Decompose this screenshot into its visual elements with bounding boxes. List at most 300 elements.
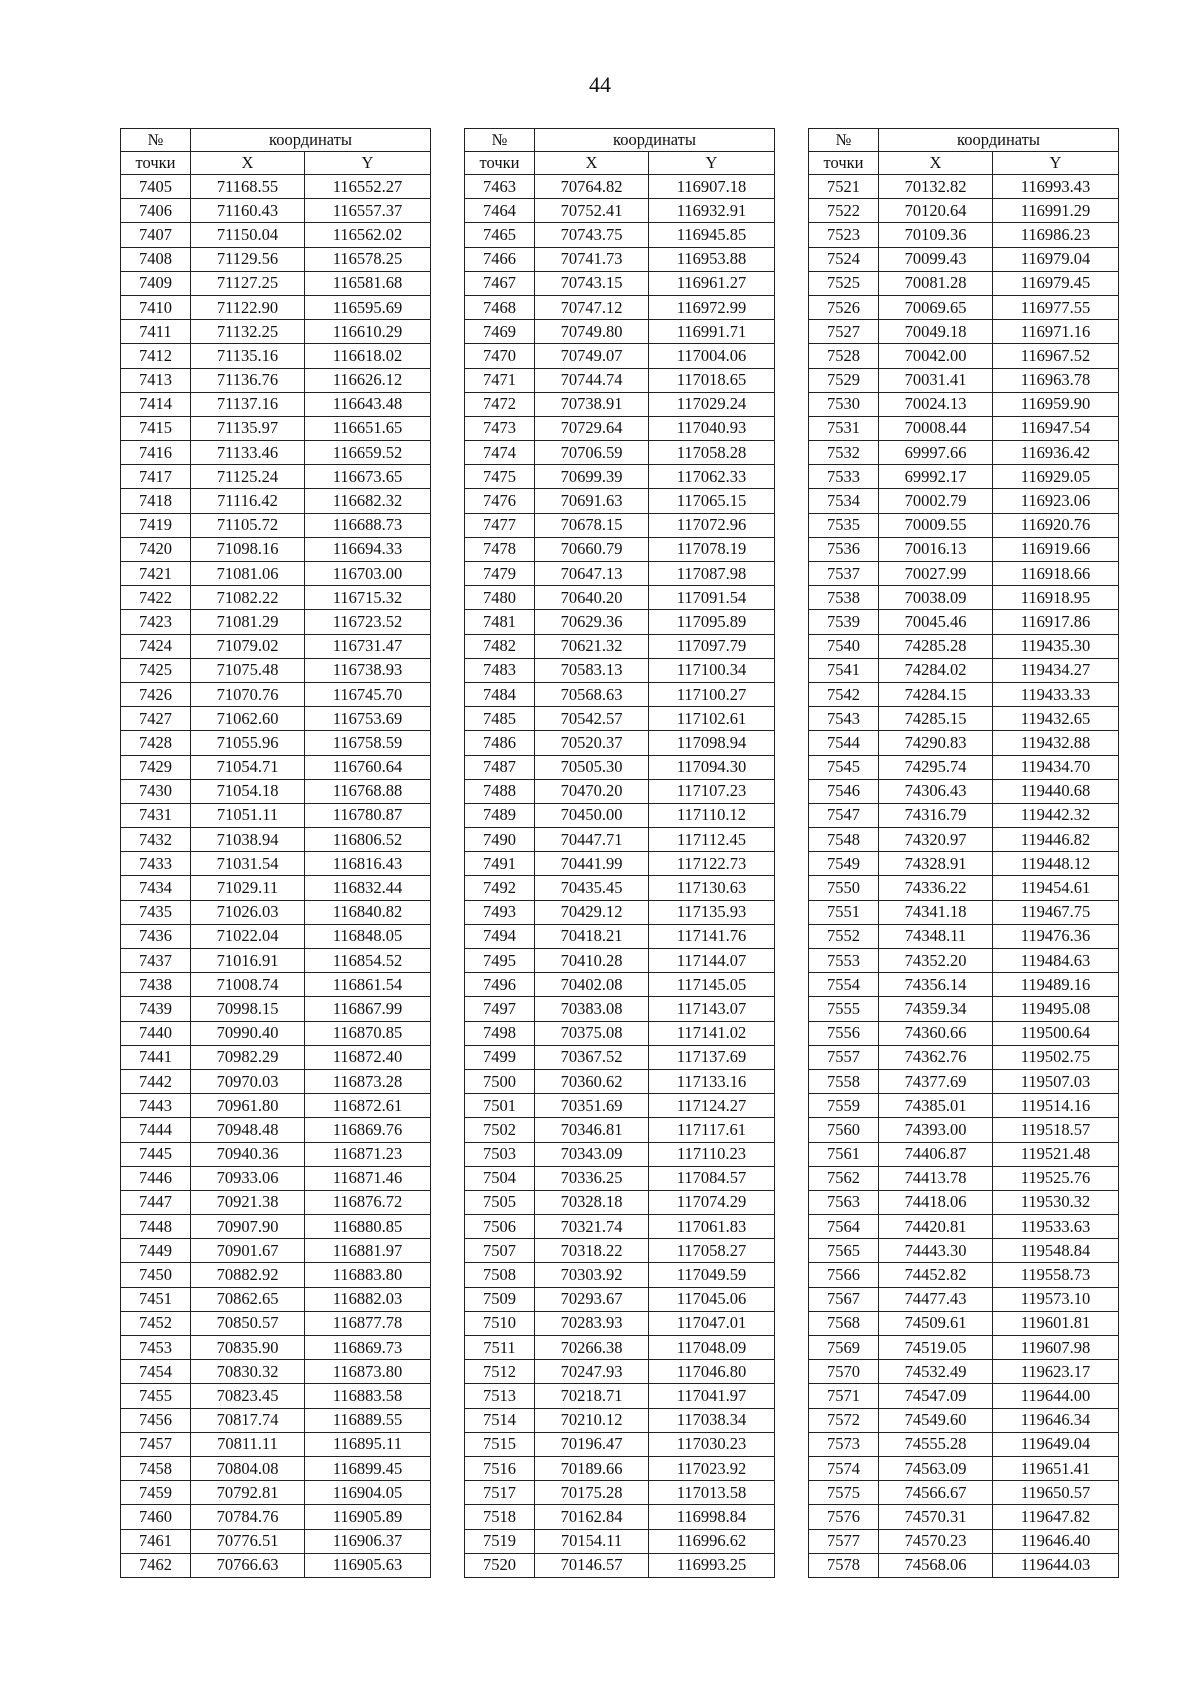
y-coordinate-cell: 119647.82: [993, 1505, 1119, 1529]
table-row: [465, 658, 775, 682]
x-coordinate-cell: 74377.69: [879, 1069, 993, 1093]
table-row: [121, 1094, 431, 1118]
table-row: [809, 199, 1119, 223]
x-coordinate-cell: 70049.18: [879, 320, 993, 344]
table-row: [121, 489, 431, 513]
y-coordinate-cell: 117145.05: [649, 973, 775, 997]
y-coordinate-cell: 116876.72: [305, 1190, 431, 1214]
y-coordinate-cell: 119489.16: [993, 973, 1119, 997]
point-number-cell: 7493: [465, 900, 535, 924]
y-coordinate-cell: 116993.43: [993, 175, 1119, 199]
table-row: [465, 489, 775, 513]
point-number-cell: 7428: [121, 731, 191, 755]
x-coordinate-cell: 70752.41: [535, 199, 649, 223]
point-number-cell: 7539: [809, 610, 879, 634]
point-number-cell: 7483: [465, 658, 535, 682]
x-coordinate-cell: 70678.15: [535, 513, 649, 537]
table-row: [809, 1360, 1119, 1384]
point-number-cell: 7445: [121, 1142, 191, 1166]
y-coordinate-cell: 116723.52: [305, 610, 431, 634]
x-coordinate-cell: 70016.13: [879, 537, 993, 561]
y-coordinate-cell: 117110.23: [649, 1142, 775, 1166]
y-coordinate-cell: 119442.32: [993, 803, 1119, 827]
table-row: [121, 1118, 431, 1142]
x-coordinate-cell: 74547.09: [879, 1384, 993, 1408]
point-number-cell: 7561: [809, 1142, 879, 1166]
point-number-cell: 7423: [121, 610, 191, 634]
table-row: [121, 803, 431, 827]
y-coordinate-cell: 119644.00: [993, 1384, 1119, 1408]
point-number-cell: 7429: [121, 755, 191, 779]
table-row: [465, 586, 775, 610]
table-row: [465, 1094, 775, 1118]
table-row: [121, 610, 431, 634]
x-coordinate-cell: 74285.28: [879, 634, 993, 658]
point-number-cell: 7439: [121, 997, 191, 1021]
table-row: [121, 1311, 431, 1335]
point-number-cell: 7560: [809, 1118, 879, 1142]
x-coordinate-cell: 74320.97: [879, 828, 993, 852]
y-coordinate-cell: 116552.27: [305, 175, 431, 199]
x-coordinate-cell: 70336.25: [535, 1166, 649, 1190]
x-coordinate-cell: 74328.91: [879, 852, 993, 876]
y-coordinate-cell: 117072.96: [649, 513, 775, 537]
x-coordinate-cell: 71026.03: [191, 900, 305, 924]
y-coordinate-cell: 119440.68: [993, 779, 1119, 803]
y-coordinate-cell: 119533.63: [993, 1215, 1119, 1239]
y-coordinate-cell: 116905.89: [305, 1505, 431, 1529]
point-number-cell: 7449: [121, 1239, 191, 1263]
point-number-cell: 7500: [465, 1069, 535, 1093]
table-row: [465, 392, 775, 416]
x-coordinate-cell: 70218.71: [535, 1384, 649, 1408]
table-row: [121, 392, 431, 416]
table-row: [465, 1432, 775, 1456]
point-number-cell: 7533: [809, 465, 879, 489]
table-row: [809, 489, 1119, 513]
x-header: X: [535, 152, 649, 175]
x-coordinate-cell: 69997.66: [879, 441, 993, 465]
x-coordinate-cell: 70583.13: [535, 658, 649, 682]
table-row: [809, 416, 1119, 440]
point-number-cell: 7453: [121, 1336, 191, 1360]
table-row: [121, 465, 431, 489]
point-number-cell: 7509: [465, 1287, 535, 1311]
table-row: [809, 1215, 1119, 1239]
y-coordinate-cell: 116643.48: [305, 392, 431, 416]
x-coordinate-cell: 70804.08: [191, 1456, 305, 1480]
x-coordinate-cell: 70970.03: [191, 1069, 305, 1093]
x-coordinate-cell: 70940.36: [191, 1142, 305, 1166]
x-header: X: [191, 152, 305, 175]
y-coordinate-cell: 116947.54: [993, 416, 1119, 440]
y-coordinate-cell: 119476.36: [993, 924, 1119, 948]
y-coordinate-cell: 116979.45: [993, 271, 1119, 295]
y-coordinate-cell: 119530.32: [993, 1190, 1119, 1214]
table-row: [809, 1529, 1119, 1553]
table-row: [809, 537, 1119, 561]
x-coordinate-cell: 74285.15: [879, 707, 993, 731]
point-number-cell: 7407: [121, 223, 191, 247]
x-coordinate-cell: 70784.76: [191, 1505, 305, 1529]
point-number-cell: 7518: [465, 1505, 535, 1529]
table-row: [121, 852, 431, 876]
x-coordinate-cell: 70196.47: [535, 1432, 649, 1456]
table-row: [121, 223, 431, 247]
x-coordinate-cell: 74477.43: [879, 1287, 993, 1311]
point-number-cell: 7438: [121, 973, 191, 997]
y-coordinate-cell: 117065.15: [649, 489, 775, 513]
x-coordinate-cell: 70747.12: [535, 295, 649, 319]
y-coordinate-cell: 119548.84: [993, 1239, 1119, 1263]
y-coordinate-cell: 116688.73: [305, 513, 431, 537]
y-coordinate-cell: 117122.73: [649, 852, 775, 876]
y-coordinate-cell: 117098.94: [649, 731, 775, 755]
x-coordinate-cell: 71081.29: [191, 610, 305, 634]
point-number-cell: 7427: [121, 707, 191, 731]
point-number-cell: 7504: [465, 1166, 535, 1190]
point-number-cell: 7535: [809, 513, 879, 537]
y-coordinate-cell: 117029.24: [649, 392, 775, 416]
table-row: [809, 1263, 1119, 1287]
table-row: [465, 924, 775, 948]
x-coordinate-cell: 74356.14: [879, 973, 993, 997]
table-row: [809, 900, 1119, 924]
point-number-cell: 7454: [121, 1360, 191, 1384]
table-row: [121, 1529, 431, 1553]
y-coordinate-cell: 119514.16: [993, 1094, 1119, 1118]
y-coordinate-cell: 117133.16: [649, 1069, 775, 1093]
x-coordinate-cell: 71051.11: [191, 803, 305, 827]
point-number-cell: 7530: [809, 392, 879, 416]
coordinates-table-2: [464, 128, 775, 1578]
table-row: [465, 513, 775, 537]
point-number-cell: 7470: [465, 344, 535, 368]
x-coordinate-cell: 70175.28: [535, 1481, 649, 1505]
point-number-cell: 7488: [465, 779, 535, 803]
x-coordinate-cell: 71122.90: [191, 295, 305, 319]
point-number-cell: 7473: [465, 416, 535, 440]
y-coordinate-cell: 116870.85: [305, 1021, 431, 1045]
x-coordinate-cell: 70792.81: [191, 1481, 305, 1505]
y-coordinate-cell: 116659.52: [305, 441, 431, 465]
point-number-cell: 7562: [809, 1166, 879, 1190]
x-coordinate-cell: 70766.63: [191, 1553, 305, 1577]
x-coordinate-cell: 70830.32: [191, 1360, 305, 1384]
x-coordinate-cell: 70008.44: [879, 416, 993, 440]
x-coordinate-cell: 74359.34: [879, 997, 993, 1021]
y-coordinate-cell: 117135.93: [649, 900, 775, 924]
point-number-cell: 7526: [809, 295, 879, 319]
y-coordinate-cell: 119525.76: [993, 1166, 1119, 1190]
point-number-cell: 7510: [465, 1311, 535, 1335]
point-number-cell: 7547: [809, 803, 879, 827]
point-number-cell: 7513: [465, 1384, 535, 1408]
point-number-cell: 7563: [809, 1190, 879, 1214]
x-coordinate-cell: 70776.51: [191, 1529, 305, 1553]
point-number-cell: 7494: [465, 924, 535, 948]
x-coordinate-cell: 70447.71: [535, 828, 649, 852]
y-coordinate-cell: 117049.59: [649, 1263, 775, 1287]
table-row: [809, 1142, 1119, 1166]
table-row: [809, 1069, 1119, 1093]
table-row: [121, 199, 431, 223]
table-row: [121, 1239, 431, 1263]
y-coordinate-cell: 119644.03: [993, 1553, 1119, 1577]
point-number-cell: 7419: [121, 513, 191, 537]
point-number-cell: 7484: [465, 682, 535, 706]
point-number-cell: 7551: [809, 900, 879, 924]
y-coordinate-cell: 117061.83: [649, 1215, 775, 1239]
point-number-cell: 7475: [465, 465, 535, 489]
point-number-cell: 7567: [809, 1287, 879, 1311]
y-coordinate-cell: 117100.27: [649, 682, 775, 706]
y-coordinate-cell: 117137.69: [649, 1045, 775, 1069]
table-row: [809, 1432, 1119, 1456]
point-number-cell: 7411: [121, 320, 191, 344]
table-row: [809, 1456, 1119, 1480]
point-number-cell: 7502: [465, 1118, 535, 1142]
table-row: [465, 852, 775, 876]
point-number-cell: 7417: [121, 465, 191, 489]
point-number-cell: 7480: [465, 586, 535, 610]
y-coordinate-cell: 116905.63: [305, 1553, 431, 1577]
point-number-cell: 7555: [809, 997, 879, 1021]
y-coordinate-cell: 116883.58: [305, 1384, 431, 1408]
x-coordinate-cell: 71062.60: [191, 707, 305, 731]
point-number-cell: 7506: [465, 1215, 535, 1239]
x-coordinate-cell: 70367.52: [535, 1045, 649, 1069]
point-number-cell: 7474: [465, 441, 535, 465]
y-coordinate-cell: 116869.73: [305, 1336, 431, 1360]
y-coordinate-cell: 119467.75: [993, 900, 1119, 924]
y-coordinate-cell: 116854.52: [305, 949, 431, 973]
y-coordinate-cell: 116816.43: [305, 852, 431, 876]
point-number-cell: 7464: [465, 199, 535, 223]
table-row: [121, 1336, 431, 1360]
point-number-cell: 7446: [121, 1166, 191, 1190]
y-coordinate-cell: 116967.52: [993, 344, 1119, 368]
y-coordinate-cell: 117038.34: [649, 1408, 775, 1432]
x-coordinate-cell: 70109.36: [879, 223, 993, 247]
point-number-cell: 7442: [121, 1069, 191, 1093]
point-number-cell: 7573: [809, 1432, 879, 1456]
table-row: [465, 1118, 775, 1142]
y-coordinate-cell: 116993.25: [649, 1553, 775, 1577]
table-row: [809, 1384, 1119, 1408]
point-number-cell: 7523: [809, 223, 879, 247]
table-row: [809, 924, 1119, 948]
y-coordinate-cell: 116923.06: [993, 489, 1119, 513]
table-row: [121, 731, 431, 755]
page-number: 44: [589, 72, 611, 97]
table-row: [809, 1021, 1119, 1045]
table-row: [465, 1336, 775, 1360]
x-coordinate-cell: 71135.97: [191, 416, 305, 440]
y-coordinate-cell: 117141.76: [649, 924, 775, 948]
y-coordinate-cell: 116745.70: [305, 682, 431, 706]
point-number-cell: 7462: [121, 1553, 191, 1577]
point-number-header: №: [121, 129, 191, 152]
y-coordinate-cell: 116738.93: [305, 658, 431, 682]
x-coordinate-cell: 71098.16: [191, 537, 305, 561]
table-row: [809, 997, 1119, 1021]
y-coordinate-cell: 116871.46: [305, 1166, 431, 1190]
table-row: [121, 1432, 431, 1456]
point-number-cell: 7521: [809, 175, 879, 199]
x-coordinate-cell: 70429.12: [535, 900, 649, 924]
table-row: [465, 1481, 775, 1505]
y-coordinate-cell: 116929.05: [993, 465, 1119, 489]
table-row: [465, 1505, 775, 1529]
table-row: [465, 634, 775, 658]
point-number-cell: 7463: [465, 175, 535, 199]
y-coordinate-cell: 116694.33: [305, 537, 431, 561]
point-label-header: точки: [121, 152, 191, 175]
x-coordinate-cell: 74563.09: [879, 1456, 993, 1480]
y-coordinate-cell: 116703.00: [305, 562, 431, 586]
point-number-cell: 7556: [809, 1021, 879, 1045]
point-label-header: точки: [809, 152, 879, 175]
table-row: [121, 1481, 431, 1505]
table-row: [465, 610, 775, 634]
table-row: [121, 876, 431, 900]
table-row: [465, 175, 775, 199]
x-coordinate-cell: 70749.07: [535, 344, 649, 368]
point-number-cell: 7455: [121, 1384, 191, 1408]
x-coordinate-cell: 69992.17: [879, 465, 993, 489]
y-coordinate-cell: 116906.37: [305, 1529, 431, 1553]
x-coordinate-cell: 70907.90: [191, 1215, 305, 1239]
table-row: [465, 1360, 775, 1384]
coordinates-table-3: [808, 128, 1119, 1578]
point-number-cell: 7569: [809, 1336, 879, 1360]
point-number-cell: 7528: [809, 344, 879, 368]
table-row: [465, 1553, 775, 1577]
y-coordinate-cell: 116907.18: [649, 175, 775, 199]
x-coordinate-cell: 70749.80: [535, 320, 649, 344]
y-coordinate-cell: 119650.57: [993, 1481, 1119, 1505]
table-row: [121, 586, 431, 610]
x-coordinate-cell: 70120.64: [879, 199, 993, 223]
table-row: [465, 755, 775, 779]
table-row: [465, 973, 775, 997]
point-number-cell: 7460: [121, 1505, 191, 1529]
table-row: [465, 320, 775, 344]
table-row: [121, 1045, 431, 1069]
table-row: [465, 803, 775, 827]
x-coordinate-cell: 71116.42: [191, 489, 305, 513]
point-number-cell: 7498: [465, 1021, 535, 1045]
x-coordinate-cell: 70764.82: [535, 175, 649, 199]
point-number-cell: 7482: [465, 634, 535, 658]
table-row: [809, 1408, 1119, 1432]
x-coordinate-cell: 71160.43: [191, 199, 305, 223]
x-coordinate-cell: 70418.21: [535, 924, 649, 948]
y-coordinate-cell: 116618.02: [305, 344, 431, 368]
point-number-cell: 7578: [809, 1553, 879, 1577]
x-coordinate-cell: 74555.28: [879, 1432, 993, 1456]
y-coordinate-cell: 119507.03: [993, 1069, 1119, 1093]
point-number-cell: 7441: [121, 1045, 191, 1069]
table-row: [121, 562, 431, 586]
x-coordinate-cell: 70402.08: [535, 973, 649, 997]
y-coordinate-cell: 116758.59: [305, 731, 431, 755]
x-coordinate-cell: 74413.78: [879, 1166, 993, 1190]
x-coordinate-cell: 70699.39: [535, 465, 649, 489]
point-number-cell: 7557: [809, 1045, 879, 1069]
point-number-cell: 7434: [121, 876, 191, 900]
x-coordinate-cell: 74568.06: [879, 1553, 993, 1577]
table-row: [465, 1215, 775, 1239]
table-row: [465, 1166, 775, 1190]
table-row: [465, 295, 775, 319]
y-coordinate-cell: 116986.23: [993, 223, 1119, 247]
x-coordinate-cell: 70621.32: [535, 634, 649, 658]
point-number-cell: 7572: [809, 1408, 879, 1432]
table-row: [121, 247, 431, 271]
point-number-cell: 7492: [465, 876, 535, 900]
x-coordinate-cell: 70882.92: [191, 1263, 305, 1287]
table-row: [121, 1166, 431, 1190]
point-number-cell: 7466: [465, 247, 535, 271]
point-number-cell: 7461: [121, 1529, 191, 1553]
table-row: [809, 1045, 1119, 1069]
x-coordinate-cell: 70998.15: [191, 997, 305, 1021]
y-coordinate-cell: 117040.93: [649, 416, 775, 440]
point-number-cell: 7485: [465, 707, 535, 731]
point-number-cell: 7495: [465, 949, 535, 973]
point-number-cell: 7564: [809, 1215, 879, 1239]
table-row: [465, 1311, 775, 1335]
y-coordinate-cell: 116991.71: [649, 320, 775, 344]
y-coordinate-cell: 119518.57: [993, 1118, 1119, 1142]
x-coordinate-cell: 74341.18: [879, 900, 993, 924]
point-number-header: №: [465, 129, 535, 152]
x-coordinate-cell: 70283.93: [535, 1311, 649, 1335]
table-row: [465, 900, 775, 924]
table-row: [465, 271, 775, 295]
x-coordinate-cell: 70081.28: [879, 271, 993, 295]
x-coordinate-cell: 70691.63: [535, 489, 649, 513]
x-coordinate-cell: 70303.92: [535, 1263, 649, 1287]
table-row: [809, 828, 1119, 852]
y-coordinate-cell: 116872.40: [305, 1045, 431, 1069]
y-coordinate-cell: 116971.16: [993, 320, 1119, 344]
y-coordinate-cell: 116991.29: [993, 199, 1119, 223]
x-coordinate-cell: 74284.15: [879, 682, 993, 706]
table-row: [465, 1021, 775, 1045]
x-coordinate-cell: 71168.55: [191, 175, 305, 199]
y-coordinate-cell: 119573.10: [993, 1287, 1119, 1311]
y-coordinate-cell: 117094.30: [649, 755, 775, 779]
x-coordinate-cell: 71150.04: [191, 223, 305, 247]
x-coordinate-cell: 70024.13: [879, 392, 993, 416]
y-coordinate-cell: 116918.66: [993, 562, 1119, 586]
y-coordinate-cell: 116889.55: [305, 1408, 431, 1432]
x-coordinate-cell: 71038.94: [191, 828, 305, 852]
point-number-cell: 7546: [809, 779, 879, 803]
y-coordinate-cell: 117143.07: [649, 997, 775, 1021]
point-number-cell: 7459: [121, 1481, 191, 1505]
point-number-cell: 7534: [809, 489, 879, 513]
y-coordinate-cell: 117004.06: [649, 344, 775, 368]
x-header: X: [879, 152, 993, 175]
table-row: [121, 1263, 431, 1287]
y-coordinate-cell: 116682.32: [305, 489, 431, 513]
y-coordinate-cell: 116768.88: [305, 779, 431, 803]
table-row: [121, 416, 431, 440]
